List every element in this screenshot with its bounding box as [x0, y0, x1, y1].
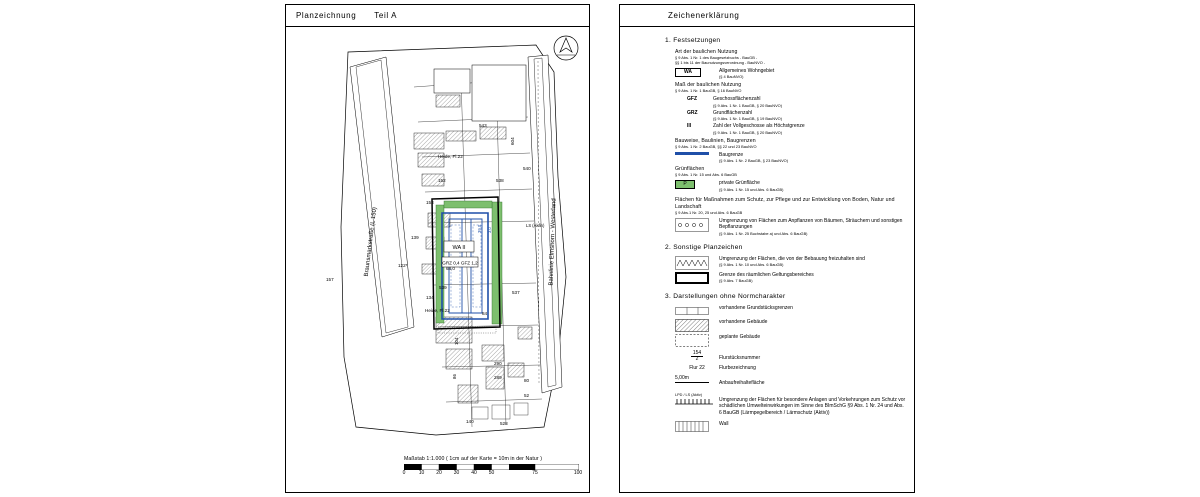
legal-reference: § 9 Abs.1 Nr. 20, 25 und Abs. 6 BauGB	[675, 209, 743, 215]
legend-item	[665, 393, 906, 417]
hatched-box-icon	[675, 319, 709, 332]
svg-text:52: 52	[524, 393, 530, 398]
legend-subheading: Art der baulichen Nutzung	[675, 48, 738, 55]
legend-label-text: Umgrenzung der Flächen, die von der Bebauung freizuhalten sind	[719, 255, 865, 262]
legend-item-label: Flurbezeichnung	[719, 364, 756, 371]
legend-item-label	[719, 218, 906, 236]
svg-text:Bahnlinie Elmshorn - Westerlan: Bahnlinie Elmshorn - Westerland	[548, 198, 558, 286]
legend-item	[665, 152, 906, 164]
svg-text:134: 134	[426, 295, 434, 300]
svg-text:539: 539	[439, 285, 447, 290]
svg-text:157: 157	[326, 277, 334, 282]
legend-item	[665, 351, 906, 363]
legal-reference: § 9 Abs. 1 Nr. 2 BauGB, §§ 22 und 23 BauNVO	[675, 143, 757, 149]
scale-text: Maßstab 1:1.000 ( 1cm auf der Karte = 10m in der Natur )	[404, 456, 543, 462]
legend-subheading: Maß der baulichen Nutzung	[675, 82, 742, 89]
legend-label-ref: (§ 9 Abs. 7 BauGB)	[719, 278, 753, 284]
svg-text:152: 152	[438, 178, 446, 183]
legend-label-ref: (§ 9 Abs. 1 Nr. 1 BauGB, § 20 BauNVO)	[713, 129, 782, 135]
svg-text:84: 84	[482, 311, 488, 316]
gruenflaeche-symbol	[675, 180, 719, 189]
plan-title-bar	[286, 5, 589, 27]
plan-title-text: Planzeichnung	[296, 11, 357, 20]
scale-tick: 75	[532, 470, 538, 476]
legend-item	[665, 218, 906, 236]
legal-reference: §§ 1 bis 11 der Baunutzungsverordnung - BauNVO -	[675, 59, 766, 65]
measure-label: 5,00m	[675, 375, 689, 382]
north-arrow-icon	[553, 35, 579, 61]
legend-item-label	[713, 123, 805, 135]
legend-item	[665, 256, 906, 270]
legend-body	[620, 27, 914, 492]
legend-subheading: Flächen für Maßnahmen zum Schutz, zur Pflege und zur Entwicklung von Boden, Natur und Landschaft	[675, 196, 895, 210]
wall-box-icon	[675, 421, 709, 432]
wa-box-label: WA	[675, 68, 701, 77]
svg-text:153: 153	[426, 200, 434, 205]
flur-number-icon: 154 2	[692, 349, 702, 363]
svg-text:Braunsmarkstraße (L 150): Braunsmarkstraße (L 150)	[363, 206, 379, 277]
legend-item	[665, 375, 906, 387]
thin-parcel-icon	[675, 305, 709, 317]
abbr-symbol: III	[687, 123, 692, 130]
legend-label-text: Zahl der Vollgeschosse als Höchstgrenze	[713, 123, 805, 130]
flurstuecksnummer-symbol	[675, 351, 719, 363]
freihalteflaeche-symbol	[675, 256, 719, 270]
legend-item-label	[719, 180, 783, 192]
svg-text:GRZ 0,4 GFZ 1,2: GRZ 0,4 GFZ 1,2	[442, 260, 478, 266]
svg-text:Heide, Fl.22: Heide, Fl.22	[425, 308, 450, 313]
legal-reference: § 9 Abs. 1 Nr. 15 und Abs. 6 BauGB	[675, 172, 737, 178]
legend-label-ref: (§ 9 Abs. 1 Nr. 1 BauGB, § 19 BauNVO)	[713, 116, 782, 122]
legend-item	[665, 123, 906, 135]
legend-item	[665, 365, 906, 372]
scale-tick-labels	[402, 470, 583, 478]
legend-item	[665, 421, 906, 432]
legend-section-heading: 1. Festsetzungen	[665, 37, 721, 44]
scale-tick: 40	[471, 470, 477, 476]
grundstuecksgrenzen-symbol	[675, 305, 719, 317]
legend-item	[665, 305, 906, 317]
svg-text:543: 543	[479, 123, 487, 128]
svg-text:290: 290	[494, 361, 502, 366]
legend-item-label	[719, 68, 774, 80]
legend-item-label: geplante Gebäude	[719, 333, 761, 340]
legend-subheading: Grünflächen	[675, 166, 705, 173]
legend-item-label	[713, 110, 782, 122]
svg-text:WA II: WA II	[452, 245, 466, 251]
flur-text-icon: Flur 22	[689, 364, 705, 371]
scale-tick: 30	[453, 470, 460, 476]
legend-sheet	[619, 4, 915, 493]
scale-tick: 0	[402, 470, 406, 476]
anpflanzung-symbol	[675, 218, 719, 232]
dots-box-icon	[675, 218, 709, 232]
legend-label-text: Allgemeines Wohngebiet	[719, 67, 775, 74]
vorhandene-gebaeude-symbol	[675, 319, 719, 332]
svg-text:86: 86	[452, 374, 457, 379]
svg-text:289: 289	[494, 375, 502, 380]
legend-label-ref: (§ 9 Abs. 1 Nr. 1 BauGB, § 20 BauNVO)	[713, 102, 782, 108]
svg-text:604: 604	[510, 137, 515, 145]
scale-tick: 20	[436, 470, 442, 476]
scale-bar-block	[404, 456, 582, 478]
legend-title-text: Zeichenerklärung	[668, 11, 740, 20]
legend-label-ref: (§ 9 Abs. 1 Nr. 25 Buchstabe a) und Abs. 6 BauGB)	[719, 230, 808, 236]
legend-subheading: Bauweise, Baulinien, Baugrenzen	[675, 137, 756, 144]
flurbezeichnung-symbol	[675, 365, 719, 372]
legend-item-label: vorhandene Gebäude	[719, 318, 768, 325]
legend-title-bar	[620, 5, 914, 27]
svg-text:538: 538	[496, 178, 504, 183]
svg-text:140: 140	[466, 419, 474, 424]
legend-label-text: Umgrenzung von Flächen zum Anpflanzen von Bäumen, Sträuchern und sonstigen Bepflanzungen	[719, 217, 903, 231]
geplante-gebaeude-symbol	[675, 334, 719, 347]
legend-label-ref: (§ 9 Abs. 1 Nr. 2 BauGB, § 23 BauNVO)	[719, 158, 788, 164]
svg-text:Heide, Fl.22: Heide, Fl.22	[438, 154, 463, 159]
cadastral-map	[286, 27, 589, 452]
svg-text:104: 104	[454, 337, 459, 345]
legal-reference: § 9 Abs. 1 Nr. 1 BauGB, § 16 BauNVO	[675, 88, 742, 94]
scale-tick: 10	[418, 470, 425, 476]
dashed-box-icon	[675, 334, 709, 347]
legend-item-label: Anbaufreihaltefläche	[719, 380, 765, 387]
legend-item-label: Flurstücksnummer	[719, 354, 761, 361]
legend-section-heading: 2. Sonstige Planzeichen	[665, 243, 743, 251]
abbr-symbol: GFZ	[687, 96, 697, 103]
lpd-label: LPD / LS (Aktiv)	[675, 392, 703, 397]
svg-text:528: 528	[500, 421, 508, 426]
scale-tick: 50	[488, 470, 495, 476]
legend-item	[665, 272, 906, 284]
legend-item	[665, 180, 906, 192]
legend-item-label: Umgrenzung der Flächen für besondere Anlagen und Vorkehrungen zum Schutz vor schädlichen Umwelteinwirkungen im Sinne des BImSchG §9 Abs. 1 Nr. 24 und Abs. 6 BauGB (Lärmpegelbereich / Lärmschutz (Aktiv))	[719, 396, 906, 416]
legend-item	[665, 68, 906, 80]
green-swatch-label: P	[675, 180, 695, 189]
legend-item-label	[719, 256, 865, 268]
thick-frame-icon	[675, 272, 709, 284]
map-area	[286, 27, 589, 452]
legend-label-ref: (§ 9 Abs. 1 Nr. 10 und Abs. 6 BauGB)	[719, 262, 784, 268]
legend-label-text: Geschossflächenzahl	[713, 96, 761, 103]
legend-item	[665, 334, 906, 347]
svg-text:122*: 122*	[398, 263, 408, 268]
wall-symbol	[675, 421, 719, 432]
svg-text:68,0: 68,0	[446, 266, 455, 271]
blue-line-icon	[675, 152, 709, 155]
legend-label-ref: (§ 4 BauNVO)	[719, 74, 744, 80]
laermschutz-symbol	[675, 393, 719, 406]
legend-label-text: Grundflächenzahl	[713, 109, 753, 116]
svg-text:3,0: 3,0	[487, 227, 492, 233]
svg-text:80: 80	[524, 378, 530, 383]
plan-title-part: Teil A	[374, 11, 398, 20]
abbr-symbol: GRZ	[687, 109, 698, 116]
legend-label-ref: (§ 9 Abs. 1 Nr. 15 und Abs. 6 BauGB)	[719, 186, 784, 192]
wa-symbol	[675, 68, 719, 77]
legend-label-text: private Grünfläche	[719, 180, 760, 187]
svg-text:39,0: 39,0	[477, 224, 482, 233]
legend-item-label: Wall	[719, 421, 729, 428]
legend-item	[665, 319, 906, 332]
legend-item-label	[719, 272, 814, 284]
legend-item-label	[719, 152, 788, 164]
svg-text:537: 537	[512, 290, 520, 295]
anbaufreihalteflaeche-symbol	[675, 375, 719, 383]
legend-label-text: Grenze des räumlichen Geltungsbereiches	[719, 271, 814, 278]
legend-section-heading: 3. Darstellungen ohne Normcharakter	[665, 292, 786, 300]
measure-line-icon	[675, 382, 709, 383]
legend-item-label: vorhandene Grundstücksgrenzen	[719, 304, 793, 311]
svg-text:LS (Akfin): LS (Akfin)	[526, 223, 545, 228]
scale-tick: 100	[573, 470, 583, 476]
plan-drawing-sheet	[285, 4, 590, 493]
legend-item	[665, 96, 906, 108]
svg-text:139: 139	[411, 235, 419, 240]
svg-text:540: 540	[523, 166, 531, 171]
legal-reference: § 9 Abs. 1 Nr. 1 des Baugesetzbuchs - BauGB -	[675, 54, 758, 60]
spike-line-icon	[675, 398, 713, 406]
legend-label-text: Baugrenze	[719, 151, 744, 158]
legend-item-label	[713, 96, 782, 108]
baugrenze-symbol	[675, 152, 719, 155]
legend-item	[665, 110, 906, 122]
zigzag-box-icon	[675, 256, 709, 270]
geltungsbereich-symbol	[675, 272, 719, 284]
